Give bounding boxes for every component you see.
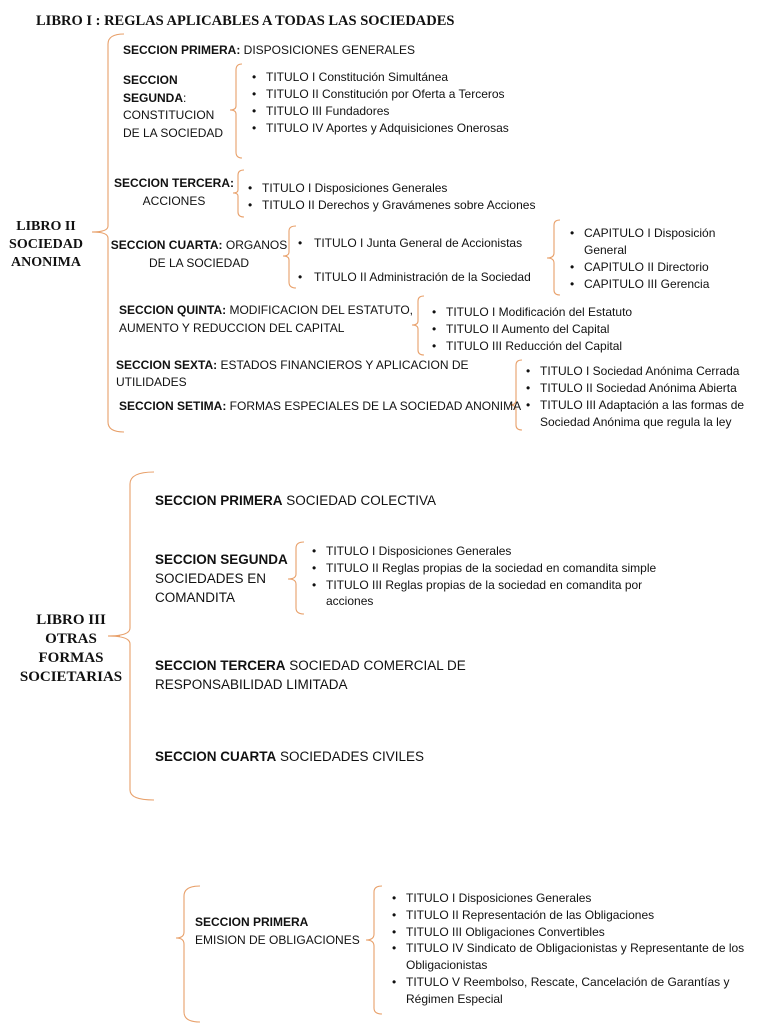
list-item: • TITULO III Fundadores	[250, 103, 509, 120]
l2-seccion-tercera	[112, 174, 236, 210]
list-item: • TITULO III Reducción del Capital	[430, 338, 632, 355]
l2-s2-colon: :	[183, 90, 187, 105]
l2-s3-line2: ACCIONES	[142, 194, 206, 208]
s7-brace	[510, 360, 522, 430]
list-item: • TITULO III Obligaciones Convertibles	[390, 924, 760, 941]
l2-s5-bold: SECCION QUINTA:	[119, 303, 227, 317]
l2-s2-line4: DE LA SOCIEDAD	[123, 125, 224, 140]
l2-s4-bold: SECCION CUARTA:	[110, 238, 223, 252]
libro2-label-line1: LIBRO II	[16, 219, 76, 234]
list-item: • TITULO III Adaptación a las formas de Sociedad Anónima que regula la ley	[524, 397, 764, 431]
l3-s2-line2: SOCIEDADES EN	[155, 571, 267, 586]
l2-s5-line2: AUMENTO Y REDUCCION DEL CAPITAL	[119, 320, 345, 335]
l2-s4-line2: DE LA SOCIEDAD	[148, 256, 250, 270]
libro3-label-line3: FORMAS	[38, 650, 104, 666]
libro1-title: LIBRO I : REGLAS APLICABLES A TODAS LAS SOCIEDADES	[36, 13, 455, 29]
l2-s1-rest: DISPOSICIONES GENERALES	[240, 43, 416, 57]
list-item: • TITULO II Derechos y Gravámenes sobre Acciones	[246, 197, 535, 214]
list-item: • TITULO IV Sindicato de Obligacionistas y Representante de los Obligacionistas	[390, 940, 760, 974]
list-item: • TITULO III Reglas propias de la sociedad en comandita por acciones	[310, 577, 680, 611]
list-item: • CAPITULO III Gerencia	[568, 276, 758, 293]
l2-s7-bold: SECCION SETIMA:	[119, 399, 227, 413]
l3-s4-rest: SOCIEDADES CIVILES	[276, 749, 425, 764]
l2-seccion-segunda	[123, 72, 233, 142]
l2-s2-bold2: SEGUNDA	[123, 90, 184, 105]
l2-s7-rest: FORMAS ESPECIALES DE LA SOCIEDAD ANONIMA	[226, 399, 522, 413]
l2-s4-titulo2-text: TITULO II Administración de la Sociedad	[314, 270, 531, 284]
libro2-label-line3: ANONIMA	[11, 255, 81, 270]
l2-s3-bold: SECCION TERCERA:	[113, 176, 234, 190]
l3-s1-bold: SECCION PRIMERA	[155, 493, 283, 508]
l2-s7-list	[524, 363, 764, 431]
l2-s4-titulo2: • TITULO II Administración de la Sociedad	[298, 270, 531, 284]
l2-seccion-cuarta	[110, 236, 288, 272]
l2-s2-list	[250, 69, 509, 137]
l2-s4-titulo1-text: TITULO I Junta General de Accionistas	[314, 236, 523, 250]
l3-s3-rest: SOCIEDAD COMERCIAL DE	[285, 658, 466, 673]
s5-brace	[412, 296, 424, 355]
l2-seccion-primera	[123, 42, 415, 58]
list-item: • TITULO I Modificación del Estatuto	[430, 304, 632, 321]
l3-seccion-tercera	[155, 656, 466, 694]
list-item: • TITULO I Disposiciones Generales	[246, 180, 535, 197]
libro2-label-line2: SOCIEDAD	[9, 237, 83, 252]
l2-s6-bold: SECCION SEXTA:	[116, 358, 218, 372]
list-item: • TITULO I Disposiciones Generales	[310, 543, 680, 560]
l3-s2-list	[310, 543, 680, 610]
l2-s4-caps-list	[568, 225, 758, 293]
obl-items-brace	[366, 886, 382, 1014]
obl-main-brace	[176, 886, 200, 1022]
l3-seccion-segunda	[155, 550, 288, 607]
libro2-label	[4, 218, 88, 272]
l2-s4-titulo1: • TITULO I Junta General de Accionistas	[298, 236, 523, 250]
l3-s4-bold: SECCION CUARTA	[155, 749, 277, 764]
l3-s2-line3: COMANDITA	[155, 590, 235, 605]
list-item: • TITULO II Aumento del Capital	[430, 321, 632, 338]
l3-seccion-primera	[155, 491, 436, 510]
s4-caps-brace	[547, 220, 560, 295]
l3-s3-line2: RESPONSABILIDAD LIMITADA	[155, 677, 348, 692]
l3-s1-rest: SOCIEDAD COLECTIVA	[282, 493, 437, 508]
list-item: • TITULO I Constitución Simultánea	[250, 69, 509, 86]
obl-s1-bold: SECCION PRIMERA	[195, 915, 309, 929]
obl-s1-line2: EMISION DE OBLIGACIONES	[195, 933, 360, 947]
l2-s1-bold: SECCION PRIMERA:	[123, 43, 241, 57]
l3-s3-bold: SECCION TERCERA	[155, 658, 286, 673]
list-item: • TITULO I Sociedad Anónima Cerrada	[524, 363, 764, 380]
l2-s5-list	[430, 304, 632, 355]
list-item: • CAPITULO I Disposición General	[568, 225, 724, 259]
l3-s2-bold: SECCION SEGUNDA	[155, 552, 288, 567]
list-item: • TITULO V Reembolso, Rescate, Cancelación de Garantías y Régimen Especial	[390, 974, 760, 1008]
list-item: • TITULO IV Aportes y Adquisiciones Onerosas	[250, 120, 509, 137]
list-item: • TITULO I Disposiciones Generales	[390, 890, 760, 907]
l2-seccion-quinta	[119, 302, 413, 337]
l2-s2-bold1: SECCION	[123, 73, 178, 87]
libro3-label-line1: LIBRO III	[36, 612, 106, 628]
l2-s5-rest: MODIFICACION DEL ESTATUTO,	[226, 303, 414, 317]
list-item: • TITULO II Constitución por Oferta a Terceros	[250, 86, 509, 103]
l3-s2-brace	[288, 542, 304, 614]
obl-seccion-primera	[195, 913, 360, 949]
l2-s6-rest: ESTADOS FINANCIEROS Y APLICACION DE	[217, 358, 469, 372]
libro3-label-line2: OTRAS	[45, 631, 97, 647]
l2-s6-line2: UTILIDADES	[116, 375, 187, 389]
l2-seccion-sexta	[116, 357, 469, 391]
l3-seccion-cuarta	[155, 747, 424, 766]
l2-s4-rest: ORGANOS	[222, 238, 288, 252]
l2-seccion-setima	[119, 398, 521, 414]
obl-s1-list	[390, 890, 760, 1008]
libro3-label-line4: SOCIETARIAS	[19, 669, 123, 685]
l2-s2-line3: CONSTITUCION	[123, 108, 215, 122]
list-item: • TITULO II Sociedad Anónima Abierta	[524, 380, 764, 397]
list-item: • TITULO II Reglas propias de la sociedad en comandita simple	[310, 560, 680, 577]
l2-s3-list	[246, 180, 535, 214]
list-item: • CAPITULO II Directorio	[568, 259, 758, 276]
libro3-label	[14, 611, 128, 687]
list-item: • TITULO II Representación de las Obligaciones	[390, 907, 760, 924]
